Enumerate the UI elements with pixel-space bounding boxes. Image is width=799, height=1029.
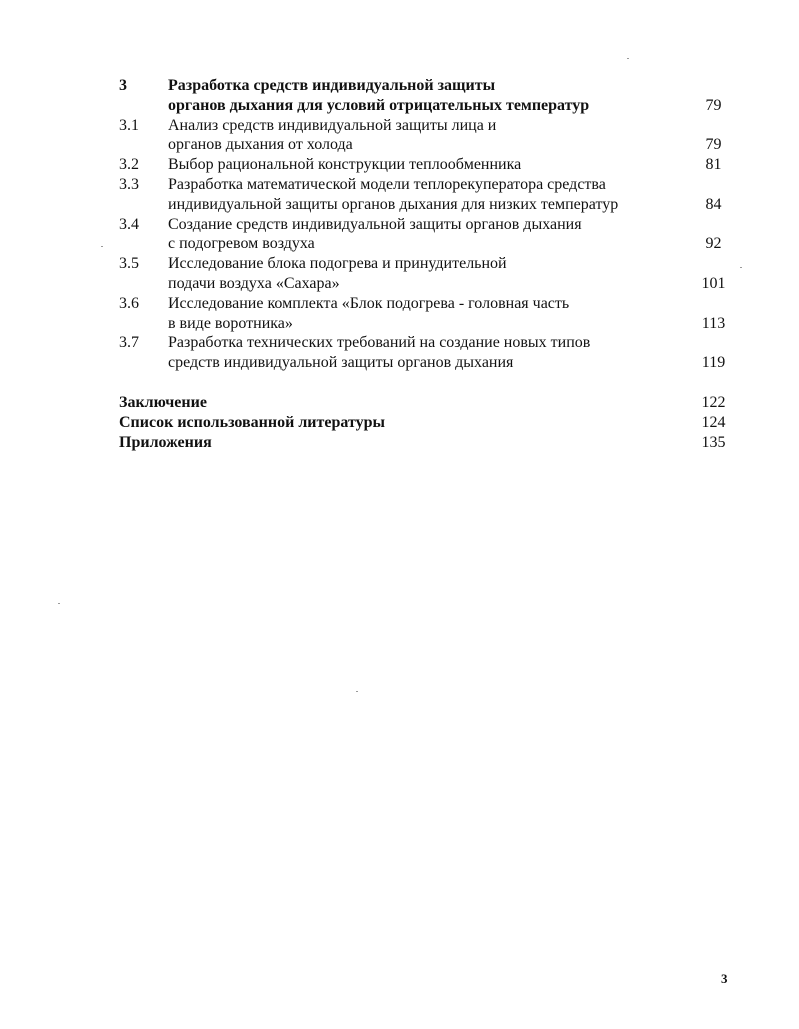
section-title-line-1: Разработка технических требований на создание новых типов [168,334,591,352]
section-number: 3.6 [119,294,139,312]
section-title-line-1: Исследование комплекта «Блок подогрева - головная часть [168,294,570,312]
final-item-title: Список использованной литературы [119,413,385,431]
toc-references [0,413,799,433]
section-number: 3.2 [119,156,139,174]
chapter-number: 3 [119,77,127,94]
section-page: 92 [705,235,722,253]
chapter-title-line-1: Разработка средств индивидуальной защиты [168,77,496,94]
section-title-line-2: индивидуальной защиты органов дыхания для низких температур [168,195,619,213]
final-item-page: 135 [701,433,726,451]
section-number: 3.4 [119,215,139,233]
toc-appendices [0,433,799,453]
section-title-line-1: Разработка математической модели теплорекуператора средства [168,175,606,193]
section-title-line-2: с подогревом воздуха [168,235,315,253]
toc-section-3-4 [0,215,799,255]
chapter-page: 79 [705,96,722,114]
section-number: 3.3 [119,175,139,193]
toc-chapter-3 [0,76,799,116]
toc-section-3-1 [0,116,799,156]
section-number: 3.5 [119,255,139,273]
final-item-title: Заключение [119,393,207,411]
section-page: 79 [705,136,722,154]
toc-section-3-2 [0,155,799,175]
final-item-page: 124 [701,413,726,431]
section-number: 3.1 [119,116,139,134]
toc-section-3-7 [0,333,799,373]
section-title-line-1: Создание средств индивидуальной защиты органов дыхания [168,215,582,233]
final-item-page: 122 [701,393,726,411]
toc-section-3-6 [0,294,799,334]
section-title-line-2: органов дыхания от холода [168,136,353,154]
section-page: 81 [705,156,722,174]
chapter-title-line-2: органов дыхания для условий отрицательных температур [168,96,590,114]
section-title-line-2: подачи воздуха «Сахара» [168,274,340,292]
scan-speck [740,267,742,268]
section-page: 113 [701,314,726,332]
page-number: 3 [721,971,728,986]
section-title-line-2: в виде воротника» [168,314,293,332]
section-title-line-1: Исследование блока подогрева и принудительной [168,255,507,273]
final-item-title: Приложения [119,433,212,451]
section-title-line-1: Выбор рациональной конструкции теплообменника [168,156,522,174]
section-page: 119 [701,354,726,372]
section-title-line-1: Анализ средств индивидуальной защиты лица и [168,116,497,134]
section-number: 3.7 [119,334,139,352]
scan-speck [627,58,629,59]
section-page: 101 [701,274,726,292]
toc-conclusion [0,393,799,413]
toc-section-3-5 [0,254,799,294]
scan-speck [58,603,60,604]
section-page: 84 [705,195,722,213]
table-of-contents [0,76,799,452]
toc-section-3-3 [0,175,799,215]
scan-speck [101,246,103,247]
section-title-line-2: средств индивидуальной защиты органов дыхания [168,354,514,372]
toc-gap [0,373,799,393]
scan-speck [356,691,358,692]
